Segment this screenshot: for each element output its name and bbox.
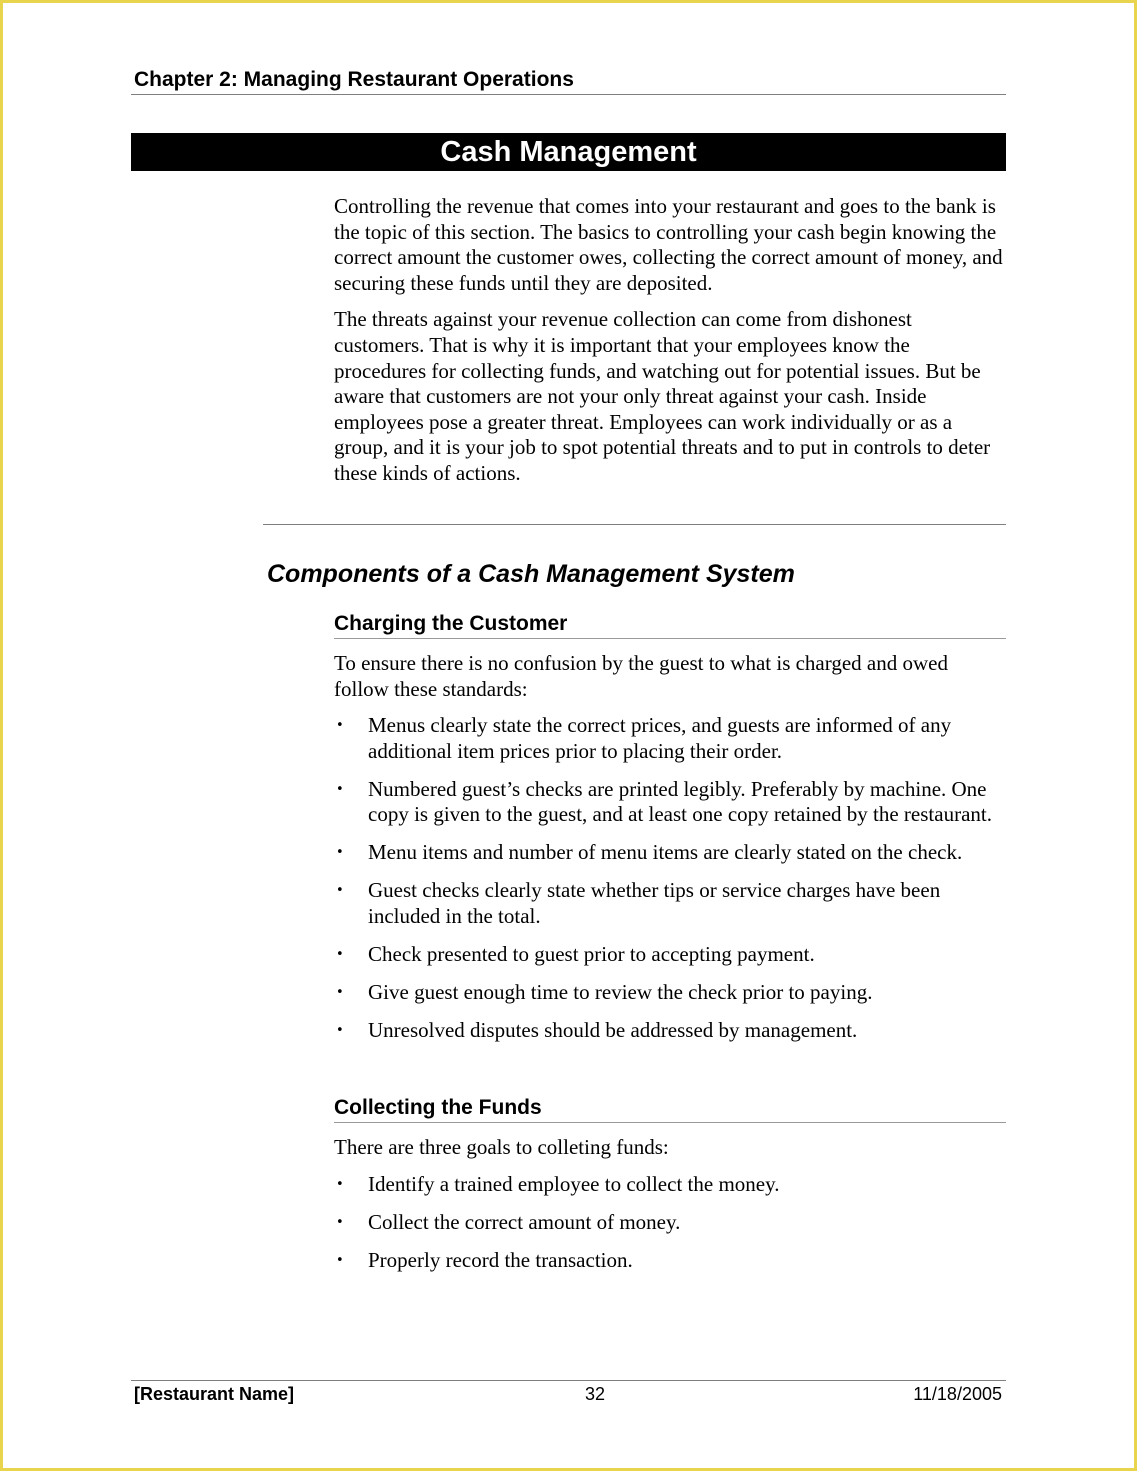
list-item-text: Collect the correct amount of money.	[368, 1209, 681, 1234]
bullet-icon: •	[336, 718, 344, 734]
list-item	[334, 1248, 1006, 1274]
footer-restaurant-name: [Restaurant Name]	[134, 1384, 295, 1404]
list-item-text: Menu items and number of menu items are clearly stated on the check.	[368, 840, 963, 865]
list-item-text: Give guest enough time to review the check prior to paying.	[368, 979, 873, 1004]
collecting-list	[334, 1172, 1006, 1274]
list-item	[334, 1018, 1006, 1044]
list-item-text: Check presented to guest prior to accepting payment.	[368, 941, 815, 966]
list-item	[334, 1210, 1006, 1236]
subheading-charging: Charging the Customer	[334, 611, 1006, 639]
list-item	[334, 878, 1006, 929]
charging-intro: To ensure there is no confusion by the guest to what is charged and owed follow these standards:	[334, 651, 948, 701]
header-divider	[131, 94, 1006, 95]
list-item	[334, 840, 1006, 866]
bullet-icon: •	[336, 1176, 344, 1192]
section-heading: Components of a Cash Management System	[267, 560, 795, 588]
footer-page-number: 32	[584, 1384, 606, 1404]
footer-divider	[131, 1380, 1006, 1381]
list-item-text: Menus clearly state the correct prices, and guests are informed of any additional item prices prior to placing their order.	[368, 713, 952, 763]
chapter-header: Chapter 2: Managing Restaurant Operations	[134, 68, 574, 91]
bullet-icon: •	[336, 1022, 344, 1038]
list-item	[334, 1172, 1006, 1198]
collecting-intro: There are three goals to colleting funds:	[334, 1135, 669, 1159]
bullet-icon: •	[336, 883, 344, 899]
footer-date: 11/18/2005	[913, 1384, 1002, 1404]
collecting-content	[334, 1135, 1006, 1286]
bullet-icon: •	[336, 984, 344, 1000]
list-item	[334, 942, 1006, 968]
intro-paragraph-2: The threats against your revenue collection can come from dishonest customers. That is why it is important that your employees know the procedures for collecting funds, and watching out for potential issues. But be aware that customers are not your only threat against your cash. Inside employees pose a greater threat. Employees can work individually or as a group, and it is your job to spot potential threats and to put in controls to deter these kinds of actions.	[334, 307, 991, 485]
list-item-text: Guest checks clearly state whether tips or service charges have been included in the total.	[368, 878, 941, 928]
bullet-icon: •	[336, 946, 344, 962]
section-divider	[263, 524, 1006, 525]
charging-content	[334, 651, 1006, 1056]
list-item	[334, 980, 1006, 1006]
list-item	[334, 777, 1006, 828]
page-title: Cash Management	[131, 133, 1006, 171]
list-item-text: Properly record the transaction.	[368, 1247, 633, 1272]
bullet-icon: •	[336, 1214, 344, 1230]
bullet-icon: •	[336, 781, 344, 797]
intro-text	[334, 194, 1006, 498]
charging-list	[334, 713, 1006, 1043]
list-item	[334, 713, 1006, 764]
subheading-collecting: Collecting the Funds	[334, 1095, 1006, 1123]
intro-paragraph-1: Controlling the revenue that comes into your restaurant and goes to the bank is the topic of this section. The basics to controlling your cash begin knowing the correct amount the customer owes, collecting the correct amount of money, and securing these funds until they are deposited.	[334, 194, 1003, 295]
list-item-text: Identify a trained employee to collect the money.	[368, 1171, 780, 1196]
bullet-icon: •	[336, 1252, 344, 1268]
bullet-icon: •	[336, 845, 344, 861]
list-item-text: Numbered guest’s checks are printed legibly. Preferably by machine. One copy is given to the guest, and at least one copy retained by the restaurant.	[368, 776, 992, 827]
list-item-text: Unresolved disputes should be addressed by management.	[368, 1017, 858, 1042]
